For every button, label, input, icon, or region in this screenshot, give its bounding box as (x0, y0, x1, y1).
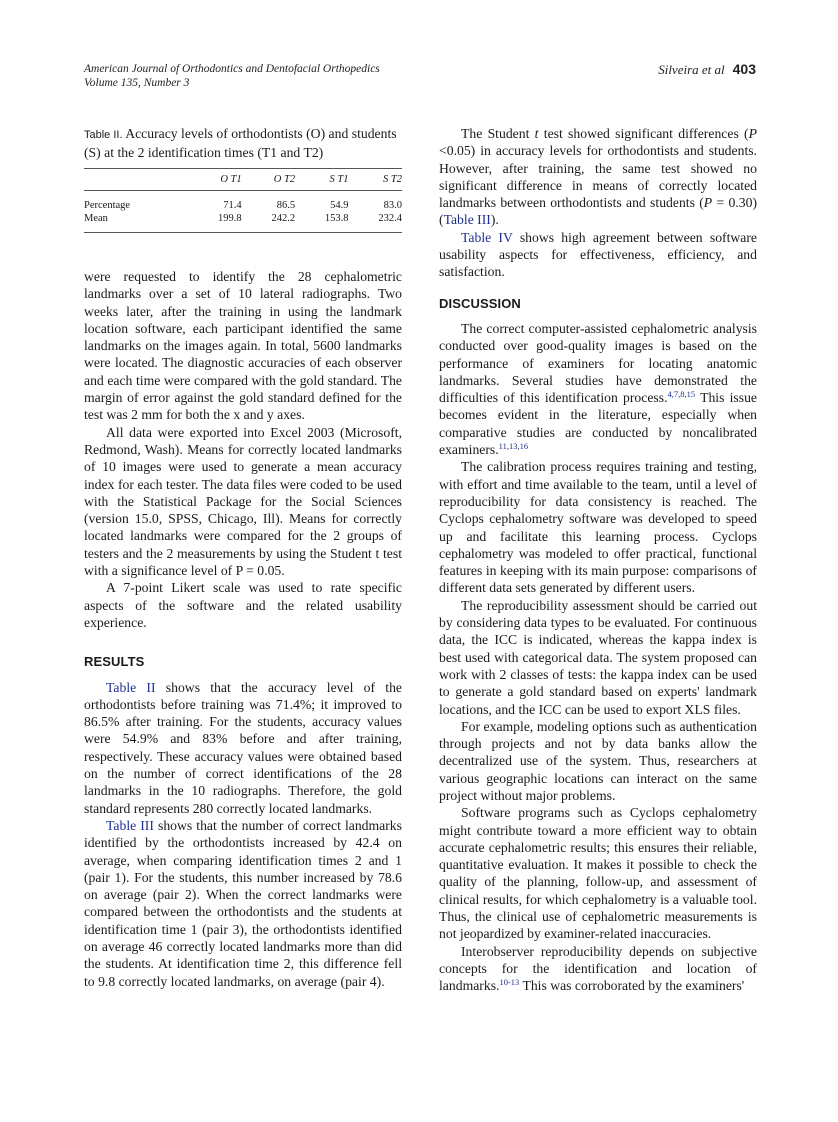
table-header-row (84, 168, 402, 190)
paragraph: The calibration process requires training and testing, with effort and time available to the team, until a level of reproducibility for data consistency is reached. The Cyclops cephalometry software was developed to speed up and facilitate this learning process. Cyclops cephalometry was modeled to offer practical, functional features in keeping with its main purpose: comparisons of different data sets generated by different users. (439, 459, 757, 596)
author-line: Silveira et al (658, 62, 725, 77)
header-right (658, 62, 756, 77)
table-iii-link[interactable]: Table III (106, 817, 154, 833)
text: test showed significant differences ( (538, 126, 749, 141)
table-caption (84, 125, 402, 162)
journal-volume: Volume 135, Number 3 (84, 77, 190, 89)
running-header (84, 62, 756, 90)
text: ). (490, 212, 499, 228)
column-header-s-t1: S T1 (329, 173, 349, 185)
cell: 86.5 (276, 199, 296, 211)
table-iv-link[interactable]: Table IV (461, 229, 513, 245)
reference-link[interactable]: 10-13 (499, 977, 520, 988)
paragraph-text: This was corroborated by the examiners' (519, 978, 745, 994)
cell: 242.2 (271, 212, 296, 224)
row-label: Mean (84, 212, 108, 224)
paragraph: All data were exported into Excel 2003 (Microsoft, Redmond, Wash). Means for correctly located landmarks of 10 images were used to generate a mean accuracy index for each tester. The data files were coded to be used with the Statistical Package for the Social Sciences (version 15.0, SPSS, Chicago, Ill). Means for correctly located landmarks were compared for the 2 groups of testers and the 2 measurements by using the Student t test with a significance level of P = 0.05. (84, 424, 402, 579)
page-number: 403 (732, 61, 756, 77)
section-heading-results: RESULTS (84, 654, 145, 670)
text: The Student (461, 126, 535, 141)
paragraph (439, 229, 757, 281)
paragraph-text: The correct computer-assisted cephalometric analysis conducted over good-quality images is based on the performance of examiners for locating anatomic landmarks. Several studies have demonstrated the difficulties of this identification process. (439, 320, 757, 406)
reference-link[interactable]: 11,13,16 (498, 441, 529, 452)
section-heading-discussion: DISCUSSION (439, 295, 521, 311)
table-ii-link[interactable]: Table II (106, 679, 156, 695)
paragraph: were requested to identify the 28 cephalometric landmarks over a set of 10 lateral radiographs. Two weeks later, after the training in using the landmark location software, each participant identified the same landmarks on the images again. In total, 5600 landmarks were located. The diagnostic accuracies of each observer and each time were compared with the gold standard. The margin of error against the gold standard defined for the test was 2 mm for both the x and y axes. (84, 269, 402, 423)
row-label: Percentage (84, 199, 131, 211)
paragraph (439, 320, 757, 458)
cell: 83.0 (383, 199, 402, 211)
cell: 71.4 (223, 199, 242, 211)
paragraph: A 7-point Likert scale was used to rate specific aspects of the software and the related usability experience. (84, 580, 402, 630)
column-header-o-t2: O T2 (273, 173, 296, 185)
paragraph-text: shows that the accuracy level of the orthodontists before training was 71.4%; it improved to 86.5% after training. For the students, accuracy values were 54.9% and 83% before and after training, respectively. These accuracy values were obtained based on the number of correct identifications of the 28 landmarks in the 10 radiographs. Therefore, the gold standard represents 280 correctly located landmarks. (84, 679, 402, 816)
table-label: Table II. (84, 129, 123, 141)
paragraph-text: shows high agreement between software usability aspects for effectiveness, efficiency, and satisfaction. (439, 229, 757, 280)
paragraph: Software programs such as Cyclops cephalometry might contribute toward a more efficient way to obtain accurate cephalometric results; this ensures their reliable, quantitative evaluation. It makes it possible to check the quality of the planning, follow-up, and assessment of clinical results, for which cephalometry is a valuable tool. Thus, the clinical use of cephalometric measurements is not jeopardized by examiner-related inaccuracies. (439, 805, 757, 942)
table-iii-link[interactable]: Table III (443, 212, 491, 228)
column-header-o-t1: O T1 (220, 173, 242, 185)
right-column (439, 125, 757, 995)
paragraph: For example, modeling options such as authentication through projects and not by data banks allow the decentralized use of the system. Thus, researchers at various geographic locations can interact on the same project without major problems. (439, 718, 757, 803)
paragraph (84, 679, 402, 817)
text: <0.05) in accuracy levels for orthodontists and students. However, after training, the same test showed no significant difference in means of correctly located landmarks between orthodontists and students ( (439, 143, 757, 211)
table-row (84, 212, 402, 233)
accuracy-table (84, 168, 402, 233)
paragraph-text: shows that the number of correct landmarks identified by the orthodontists increased by 42.4 on average, when comparing identification times 2 and 1 (pair 1). For the students, this number increased by 78.6 on average (pair 2). When the correct landmarks were compared between the orthodontists and the students at identification time 1 (pair 3), the orthodontists identified on average 46 correctly located landmarks more than did the students. At identification time 2, this difference fell to 9.8 correctly located landmarks, on average (pair 4). (84, 817, 402, 989)
cell: 54.9 (330, 199, 349, 211)
table-ii (84, 125, 402, 233)
column-header (84, 168, 188, 190)
paragraph-text: This issue becomes evident in the literature, especially when comparative studies are conducted by noncalibrated examiners. (439, 390, 757, 458)
column-header-s-t2: S T2 (383, 173, 402, 185)
text: P (703, 195, 713, 211)
journal-title: American Journal of Orthodontics and Dentofacial Orthopedics (84, 63, 380, 75)
cell: 153.8 (324, 212, 349, 224)
text: P (748, 126, 757, 141)
paragraph (439, 943, 757, 995)
paragraph (439, 125, 757, 229)
paragraph: The reproducibility assessment should be carried out by considering data types to be evaluated. For continuous data, the ICC is indicated, whereas the kappa index is best used with categorical data. The system proposed can work with 2 classes of tests: the kappa index can be used to generate a gold standard based on experts' landmark locations, and the ICC can be used to export XLS files. (439, 597, 757, 717)
cell: 232.4 (378, 212, 402, 224)
text: = 0.30) ( (439, 195, 758, 228)
cell: 199.8 (218, 212, 242, 224)
table-caption-text: Accuracy levels of orthodontists (O) and students (S) at the 2 identification times (T1 and T2) (84, 126, 397, 161)
reference-link[interactable]: 4,7,8,15 (667, 389, 696, 400)
table-row (84, 190, 402, 212)
text: t (534, 126, 539, 141)
paragraph (84, 817, 402, 990)
paragraph-text: Interobserver reproducibility depends on subjective concepts for the identification and location of landmarks. (439, 943, 757, 994)
left-column (84, 268, 402, 990)
